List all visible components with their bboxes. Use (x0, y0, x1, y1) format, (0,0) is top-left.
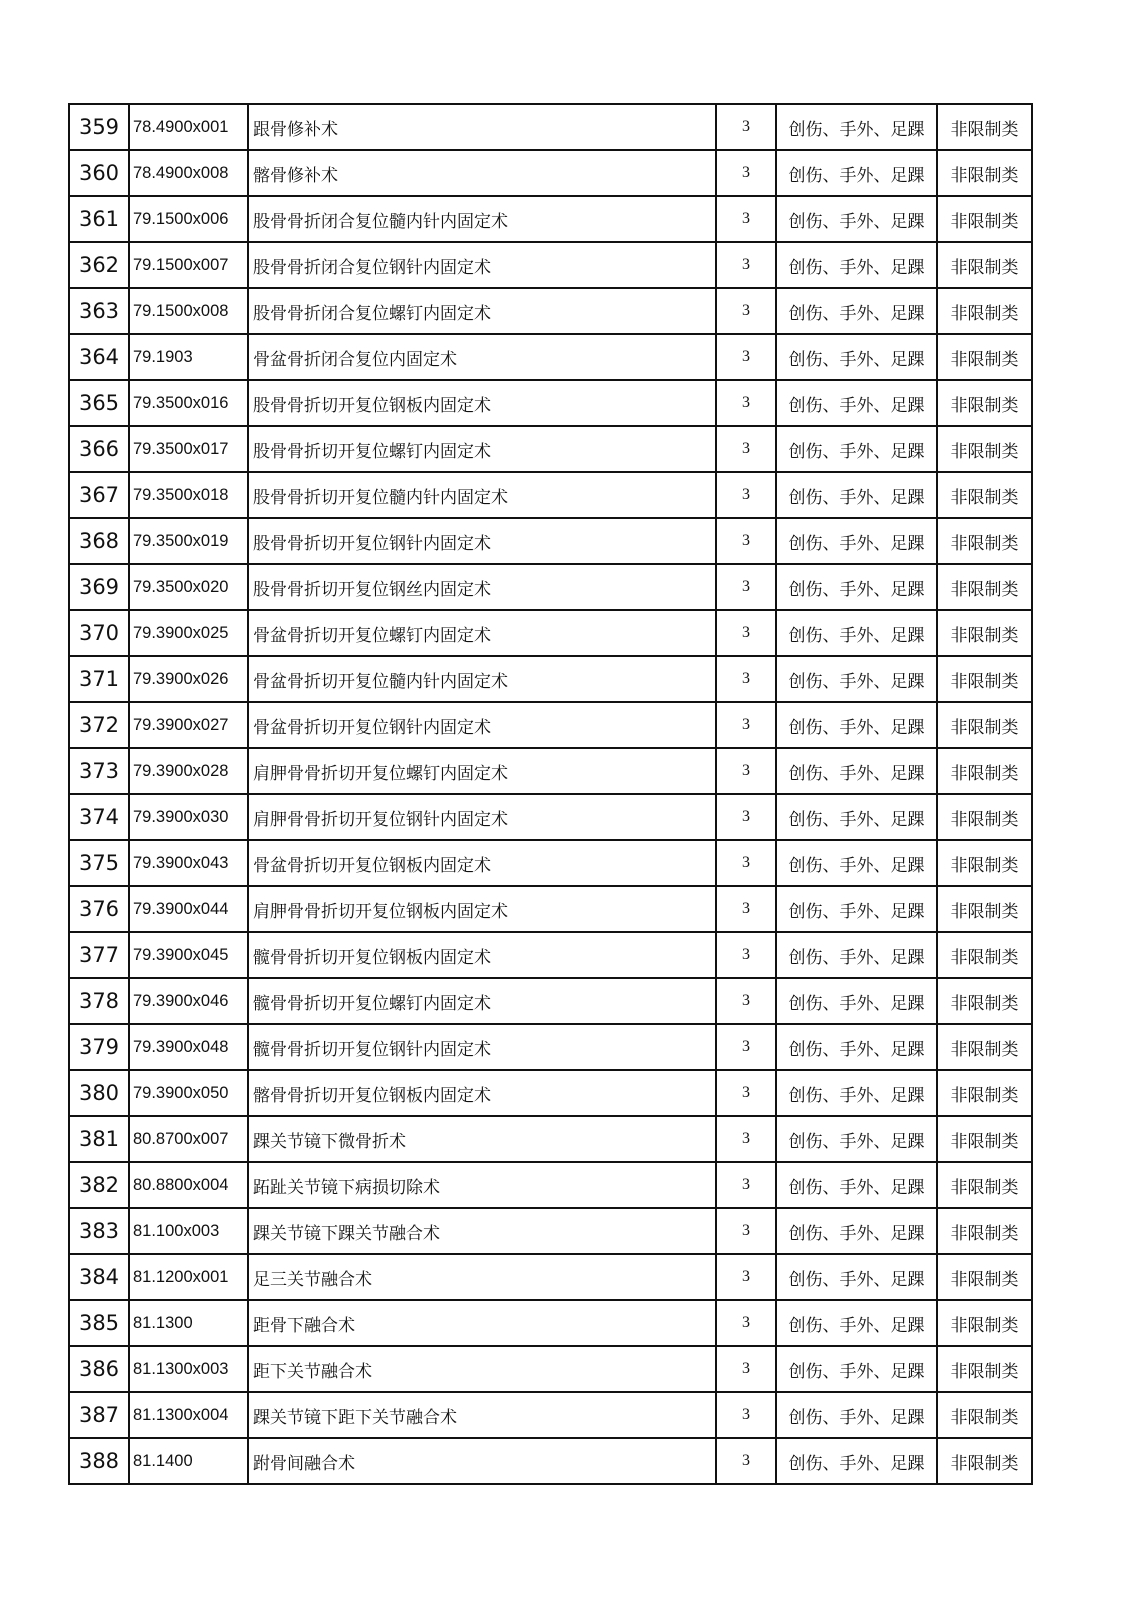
table-row (69, 288, 1032, 334)
department-cell: 创伤、手外、足踝 (776, 748, 937, 794)
procedure-code-cell: 79.1500x007 (129, 242, 248, 288)
category-cell: 非限制类 (937, 886, 1032, 932)
procedure-name-cell: 骨盆骨折切开复位钢板内固定术 (248, 840, 716, 886)
category-cell: 非限制类 (937, 1254, 1032, 1300)
procedure-code-cell: 79.3900x045 (129, 932, 248, 978)
department-cell: 创伤、手外、足踝 (776, 104, 937, 150)
department-cell: 创伤、手外、足踝 (776, 886, 937, 932)
category-cell: 非限制类 (937, 1346, 1032, 1392)
department-cell: 创伤、手外、足踝 (776, 334, 937, 380)
row-number-cell: 362 (69, 242, 129, 288)
row-number-cell: 371 (69, 656, 129, 702)
category-cell: 非限制类 (937, 1116, 1032, 1162)
category-cell: 非限制类 (937, 472, 1032, 518)
table-row (69, 702, 1032, 748)
procedure-name-cell: 骨盆骨折切开复位髓内针内固定术 (248, 656, 716, 702)
procedure-code-cell: 81.100x003 (129, 1208, 248, 1254)
procedure-level-cell: 3 (716, 1070, 776, 1116)
procedure-level-cell: 3 (716, 1438, 776, 1484)
procedure-level-cell: 3 (716, 1024, 776, 1070)
row-number-cell: 385 (69, 1300, 129, 1346)
table-row (69, 426, 1032, 472)
procedure-name-cell: 肩胛骨骨折切开复位螺钉内固定术 (248, 748, 716, 794)
procedure-name-cell: 股骨骨折闭合复位螺钉内固定术 (248, 288, 716, 334)
table-row (69, 1162, 1032, 1208)
procedure-code-cell: 79.3900x026 (129, 656, 248, 702)
category-cell: 非限制类 (937, 1438, 1032, 1484)
department-cell: 创伤、手外、足踝 (776, 840, 937, 886)
procedure-level-cell: 3 (716, 840, 776, 886)
procedure-code-cell: 80.8800x004 (129, 1162, 248, 1208)
procedure-level-cell: 3 (716, 978, 776, 1024)
procedure-name-cell: 跟骨修补术 (248, 104, 716, 150)
procedure-level-cell: 3 (716, 1116, 776, 1162)
procedure-code-cell: 80.8700x007 (129, 1116, 248, 1162)
department-cell: 创伤、手外、足踝 (776, 1208, 937, 1254)
procedure-name-cell: 肩胛骨骨折切开复位钢板内固定术 (248, 886, 716, 932)
department-cell: 创伤、手外、足踝 (776, 1070, 937, 1116)
department-cell: 创伤、手外、足踝 (776, 1254, 937, 1300)
category-cell: 非限制类 (937, 334, 1032, 380)
department-cell: 创伤、手外、足踝 (776, 1346, 937, 1392)
row-number-cell: 376 (69, 886, 129, 932)
category-cell: 非限制类 (937, 426, 1032, 472)
procedure-code-cell: 79.3900x043 (129, 840, 248, 886)
procedure-level-cell: 3 (716, 1162, 776, 1208)
procedure-name-cell: 肩胛骨骨折切开复位钢针内固定术 (248, 794, 716, 840)
procedure-code-cell: 79.3500x017 (129, 426, 248, 472)
table-row (69, 840, 1032, 886)
table-row (69, 472, 1032, 518)
row-number-cell: 360 (69, 150, 129, 196)
table-row (69, 1438, 1032, 1484)
procedure-level-cell: 3 (716, 656, 776, 702)
procedure-code-cell: 79.3500x019 (129, 518, 248, 564)
procedure-code-cell: 81.1200x001 (129, 1254, 248, 1300)
row-number-cell: 378 (69, 978, 129, 1024)
procedure-level-cell: 3 (716, 334, 776, 380)
row-number-cell: 370 (69, 610, 129, 656)
category-cell: 非限制类 (937, 150, 1032, 196)
procedure-name-cell: 股骨骨折闭合复位髓内针内固定术 (248, 196, 716, 242)
procedure-code-cell: 81.1400 (129, 1438, 248, 1484)
procedure-name-cell: 踝关节镜下踝关节融合术 (248, 1208, 716, 1254)
table-row (69, 1070, 1032, 1116)
procedure-level-cell: 3 (716, 1392, 776, 1438)
department-cell: 创伤、手外、足踝 (776, 564, 937, 610)
row-number-cell: 368 (69, 518, 129, 564)
row-number-cell: 381 (69, 1116, 129, 1162)
category-cell: 非限制类 (937, 610, 1032, 656)
category-cell: 非限制类 (937, 840, 1032, 886)
procedure-level-cell: 3 (716, 472, 776, 518)
procedure-name-cell: 股骨骨折切开复位螺钉内固定术 (248, 426, 716, 472)
table-row (69, 1254, 1032, 1300)
procedure-name-cell: 骨盆骨折切开复位螺钉内固定术 (248, 610, 716, 656)
table-row (69, 978, 1032, 1024)
row-number-cell: 384 (69, 1254, 129, 1300)
table-row (69, 748, 1032, 794)
table-row (69, 518, 1032, 564)
procedure-code-cell: 78.4900x008 (129, 150, 248, 196)
table-row (69, 610, 1032, 656)
procedure-table-body (69, 104, 1032, 1484)
procedure-code-cell: 79.1500x008 (129, 288, 248, 334)
department-cell: 创伤、手外、足踝 (776, 1116, 937, 1162)
procedure-name-cell: 踝关节镜下距下关节融合术 (248, 1392, 716, 1438)
table-row (69, 150, 1032, 196)
procedure-level-cell: 3 (716, 1300, 776, 1346)
department-cell: 创伤、手外、足踝 (776, 610, 937, 656)
procedure-name-cell: 髂骨骨折切开复位钢板内固定术 (248, 1070, 716, 1116)
table-row (69, 196, 1032, 242)
procedure-level-cell: 3 (716, 794, 776, 840)
procedure-level-cell: 3 (716, 380, 776, 426)
procedure-level-cell: 3 (716, 518, 776, 564)
table-row (69, 1392, 1032, 1438)
category-cell: 非限制类 (937, 656, 1032, 702)
category-cell: 非限制类 (937, 1162, 1032, 1208)
row-number-cell: 361 (69, 196, 129, 242)
procedure-code-cell: 79.3500x016 (129, 380, 248, 426)
row-number-cell: 363 (69, 288, 129, 334)
procedure-name-cell: 距下关节融合术 (248, 1346, 716, 1392)
procedure-level-cell: 3 (716, 150, 776, 196)
table-row (69, 932, 1032, 978)
row-number-cell: 369 (69, 564, 129, 610)
table-row (69, 656, 1032, 702)
department-cell: 创伤、手外、足踝 (776, 978, 937, 1024)
department-cell: 创伤、手外、足踝 (776, 1438, 937, 1484)
category-cell: 非限制类 (937, 196, 1032, 242)
procedure-level-cell: 3 (716, 702, 776, 748)
category-cell: 非限制类 (937, 1024, 1032, 1070)
table-row (69, 564, 1032, 610)
category-cell: 非限制类 (937, 932, 1032, 978)
procedure-name-cell: 髋骨骨折切开复位螺钉内固定术 (248, 978, 716, 1024)
procedure-code-cell: 79.3900x027 (129, 702, 248, 748)
procedure-code-cell: 81.1300 (129, 1300, 248, 1346)
procedure-code-cell: 81.1300x003 (129, 1346, 248, 1392)
category-cell: 非限制类 (937, 380, 1032, 426)
table-row (69, 1300, 1032, 1346)
row-number-cell: 383 (69, 1208, 129, 1254)
procedure-name-cell: 股骨骨折切开复位钢丝内固定术 (248, 564, 716, 610)
category-cell: 非限制类 (937, 1208, 1032, 1254)
department-cell: 创伤、手外、足踝 (776, 242, 937, 288)
row-number-cell: 367 (69, 472, 129, 518)
procedure-level-cell: 3 (716, 104, 776, 150)
procedure-code-cell: 79.3900x025 (129, 610, 248, 656)
row-number-cell: 364 (69, 334, 129, 380)
table-row (69, 1208, 1032, 1254)
table-row (69, 380, 1032, 426)
table-row (69, 794, 1032, 840)
department-cell: 创伤、手外、足踝 (776, 794, 937, 840)
row-number-cell: 373 (69, 748, 129, 794)
procedure-level-cell: 3 (716, 196, 776, 242)
procedure-level-cell: 3 (716, 748, 776, 794)
procedure-level-cell: 3 (716, 1208, 776, 1254)
procedure-name-cell: 踝关节镜下微骨折术 (248, 1116, 716, 1162)
procedure-name-cell: 股骨骨折闭合复位钢针内固定术 (248, 242, 716, 288)
procedure-name-cell: 跖趾关节镜下病损切除术 (248, 1162, 716, 1208)
row-number-cell: 359 (69, 104, 129, 150)
procedure-code-cell: 78.4900x001 (129, 104, 248, 150)
category-cell: 非限制类 (937, 748, 1032, 794)
table-row (69, 886, 1032, 932)
department-cell: 创伤、手外、足踝 (776, 656, 937, 702)
procedure-code-cell: 79.3500x020 (129, 564, 248, 610)
procedure-code-cell: 79.3900x044 (129, 886, 248, 932)
procedure-code-cell: 79.3500x018 (129, 472, 248, 518)
row-number-cell: 375 (69, 840, 129, 886)
row-number-cell: 365 (69, 380, 129, 426)
department-cell: 创伤、手外、足踝 (776, 426, 937, 472)
procedure-code-cell: 79.3900x046 (129, 978, 248, 1024)
procedure-level-cell: 3 (716, 610, 776, 656)
procedure-level-cell: 3 (716, 1254, 776, 1300)
row-number-cell: 372 (69, 702, 129, 748)
table-row (69, 242, 1032, 288)
procedure-code-cell: 79.3900x048 (129, 1024, 248, 1070)
table-row (69, 104, 1032, 150)
procedure-code-cell: 81.1300x004 (129, 1392, 248, 1438)
category-cell: 非限制类 (937, 1392, 1032, 1438)
department-cell: 创伤、手外、足踝 (776, 1392, 937, 1438)
procedure-code-cell: 79.3900x030 (129, 794, 248, 840)
row-number-cell: 388 (69, 1438, 129, 1484)
department-cell: 创伤、手外、足踝 (776, 702, 937, 748)
procedure-level-cell: 3 (716, 288, 776, 334)
department-cell: 创伤、手外、足踝 (776, 196, 937, 242)
department-cell: 创伤、手外、足踝 (776, 1024, 937, 1070)
procedure-name-cell: 髋骨骨折切开复位钢针内固定术 (248, 1024, 716, 1070)
department-cell: 创伤、手外、足踝 (776, 472, 937, 518)
department-cell: 创伤、手外、足踝 (776, 1300, 937, 1346)
category-cell: 非限制类 (937, 702, 1032, 748)
category-cell: 非限制类 (937, 564, 1032, 610)
procedure-name-cell: 骨盆骨折闭合复位内固定术 (248, 334, 716, 380)
category-cell: 非限制类 (937, 288, 1032, 334)
category-cell: 非限制类 (937, 1070, 1032, 1116)
category-cell: 非限制类 (937, 242, 1032, 288)
table-row (69, 1116, 1032, 1162)
table-row (69, 334, 1032, 380)
department-cell: 创伤、手外、足踝 (776, 380, 937, 426)
procedure-level-cell: 3 (716, 426, 776, 472)
procedure-code-cell: 79.3900x050 (129, 1070, 248, 1116)
category-cell: 非限制类 (937, 518, 1032, 564)
department-cell: 创伤、手外、足踝 (776, 288, 937, 334)
row-number-cell: 366 (69, 426, 129, 472)
category-cell: 非限制类 (937, 1300, 1032, 1346)
row-number-cell: 387 (69, 1392, 129, 1438)
category-cell: 非限制类 (937, 978, 1032, 1024)
category-cell: 非限制类 (937, 104, 1032, 150)
procedure-level-cell: 3 (716, 932, 776, 978)
procedure-name-cell: 足三关节融合术 (248, 1254, 716, 1300)
procedure-name-cell: 距骨下融合术 (248, 1300, 716, 1346)
procedure-name-cell: 股骨骨折切开复位髓内针内固定术 (248, 472, 716, 518)
procedure-level-cell: 3 (716, 1346, 776, 1392)
department-cell: 创伤、手外、足踝 (776, 150, 937, 196)
row-number-cell: 380 (69, 1070, 129, 1116)
procedure-name-cell: 股骨骨折切开复位钢板内固定术 (248, 380, 716, 426)
table-row (69, 1346, 1032, 1392)
procedure-name-cell: 股骨骨折切开复位钢针内固定术 (248, 518, 716, 564)
department-cell: 创伤、手外、足踝 (776, 932, 937, 978)
table-row (69, 1024, 1032, 1070)
procedure-code-cell: 79.1500x006 (129, 196, 248, 242)
department-cell: 创伤、手外、足踝 (776, 1162, 937, 1208)
procedure-level-cell: 3 (716, 564, 776, 610)
procedure-level-cell: 3 (716, 886, 776, 932)
procedure-name-cell: 骨盆骨折切开复位钢针内固定术 (248, 702, 716, 748)
procedure-code-cell: 79.3900x028 (129, 748, 248, 794)
row-number-cell: 374 (69, 794, 129, 840)
procedure-name-cell: 髂骨修补术 (248, 150, 716, 196)
procedure-table (68, 103, 1033, 1485)
row-number-cell: 379 (69, 1024, 129, 1070)
procedure-name-cell: 髋骨骨折切开复位钢板内固定术 (248, 932, 716, 978)
category-cell: 非限制类 (937, 794, 1032, 840)
procedure-code-cell: 79.1903 (129, 334, 248, 380)
row-number-cell: 382 (69, 1162, 129, 1208)
row-number-cell: 386 (69, 1346, 129, 1392)
row-number-cell: 377 (69, 932, 129, 978)
department-cell: 创伤、手外、足踝 (776, 518, 937, 564)
procedure-level-cell: 3 (716, 242, 776, 288)
procedure-name-cell: 跗骨间融合术 (248, 1438, 716, 1484)
